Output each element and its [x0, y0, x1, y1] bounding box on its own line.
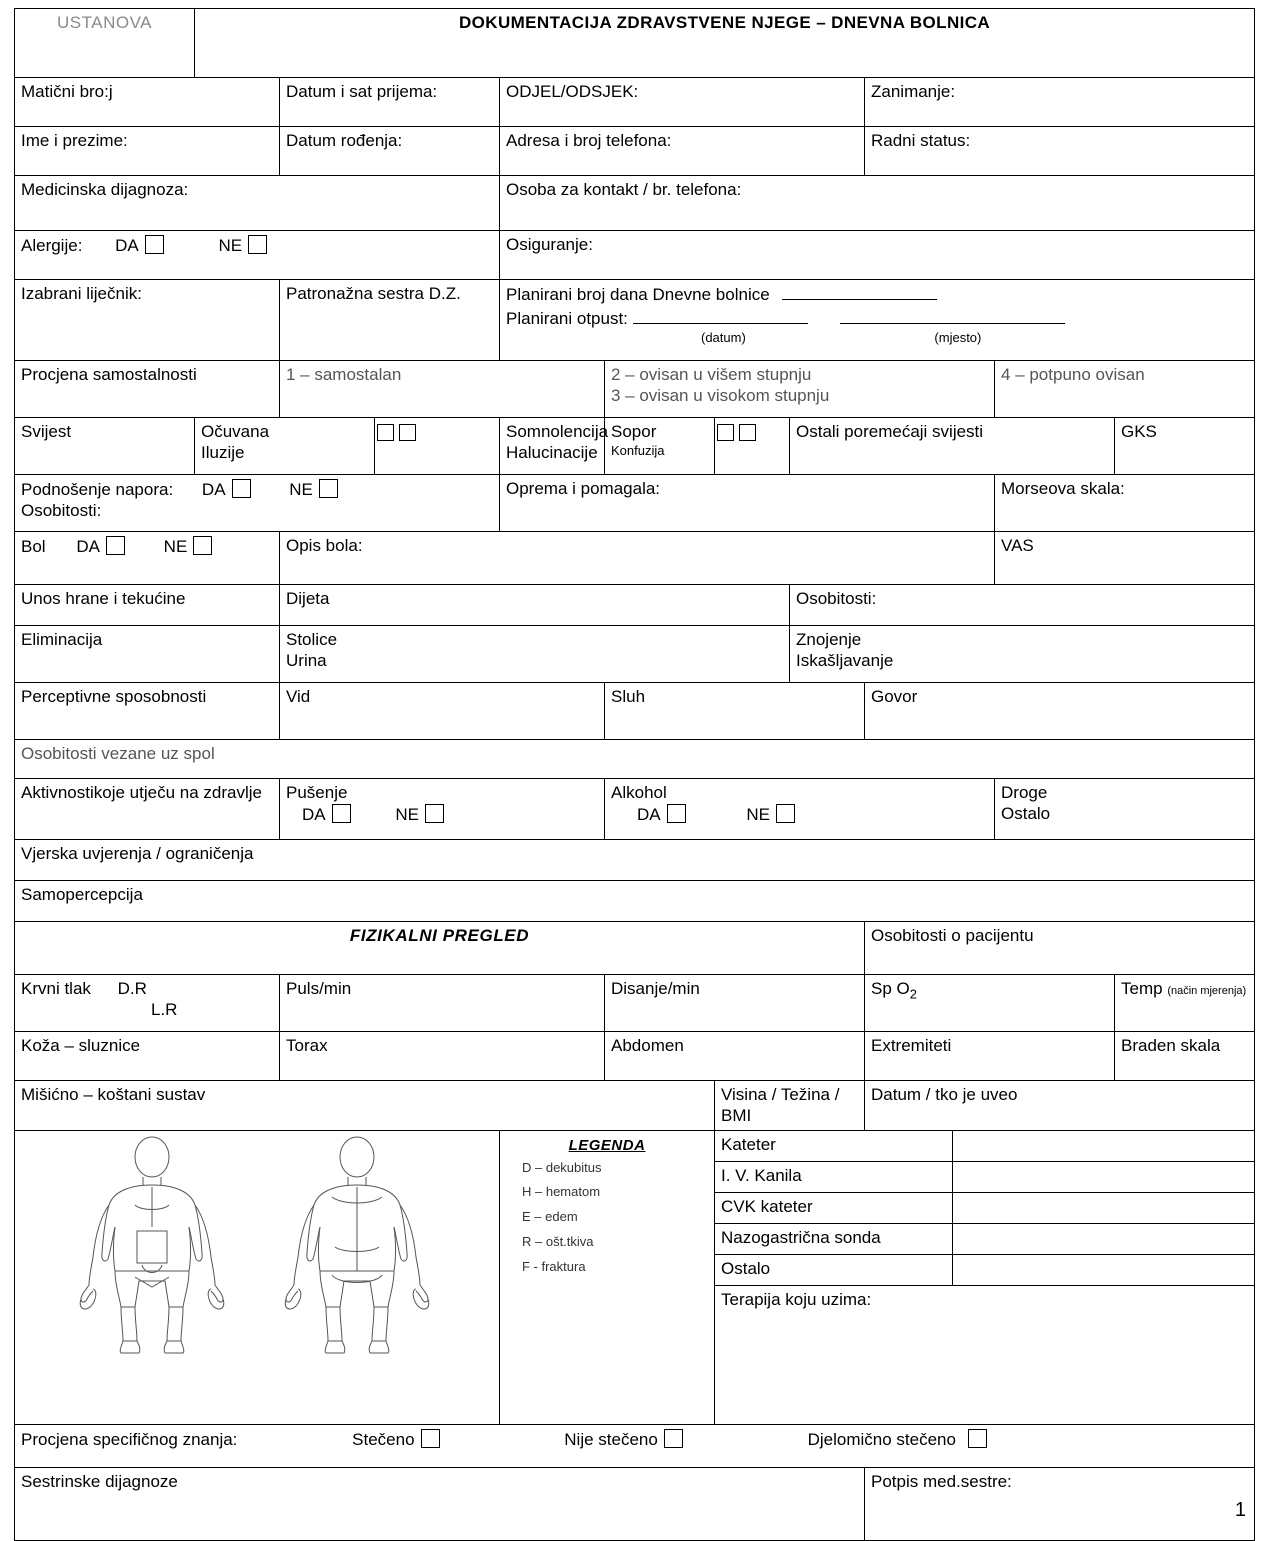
field-zanimanje[interactable]: Zanimanje: — [865, 78, 1255, 127]
elimination-row — [15, 626, 1255, 683]
alkohol-label: Alkohol — [611, 783, 667, 802]
spo2-label: Sp O — [871, 979, 910, 998]
sopor-checkbox[interactable] — [717, 424, 734, 441]
field-osoba-kontakt[interactable]: Osoba za kontakt / br. telefona: — [500, 176, 1255, 231]
legend-item-e: E – edem — [522, 1209, 578, 1225]
field-braden-skala[interactable]: Braden skala — [1115, 1032, 1255, 1081]
krvni-tlak-lr: L.R — [151, 999, 178, 1019]
field-vid[interactable]: Vid — [280, 683, 605, 740]
therapy-row — [715, 1286, 1254, 1425]
device-value-cvk[interactable] — [952, 1193, 1254, 1224]
steceno-label: Stečeno — [352, 1430, 415, 1450]
pusenje-da-label: DA — [302, 804, 326, 824]
effort-row — [15, 475, 1255, 532]
field-stolice-urina[interactable] — [280, 626, 790, 683]
pusenje-label: Pušenje — [286, 783, 348, 802]
field-znojenje-iskasljavanje[interactable] — [790, 626, 1255, 683]
field-unos-osobitosti[interactable]: Osobitosti: — [790, 585, 1255, 626]
field-opis-bola[interactable]: Opis bola: — [280, 532, 995, 585]
field-perceptivne — [15, 683, 280, 740]
perception-row — [15, 683, 1255, 740]
device-row-kateter — [715, 1131, 1254, 1162]
alergije-label: Alergije: — [21, 236, 83, 255]
device-row-iv-kanila — [715, 1162, 1254, 1193]
device-row-nazogastricna — [715, 1224, 1254, 1255]
devices-table — [715, 1131, 1254, 1424]
planirani-otpust-label: Planirani otpust: — [506, 308, 628, 328]
field-koza-sluznice[interactable]: Koža – sluznice — [15, 1032, 280, 1081]
znanje-label: Procjena specifičnog znanja: — [21, 1430, 238, 1450]
device-label-cvk: CVK kateter — [715, 1193, 952, 1224]
field-planirani[interactable] — [500, 280, 1255, 361]
planirani-dana-label: Planirani broj dana Dnevne bolnice — [506, 285, 770, 304]
bol-da-checkbox[interactable] — [106, 536, 125, 555]
ostalo-label: Ostalo — [1001, 803, 1051, 823]
samostalnost-opt-3[interactable]: 3 – ovisan u visokom stupnju — [611, 385, 830, 405]
alergije-da-checkbox[interactable] — [145, 235, 164, 254]
alkohol-ne-checkbox[interactable] — [776, 804, 795, 823]
field-procjena-samostalnosti: Procjena samostalnosti — [15, 361, 280, 418]
field-svijest: Svijest — [15, 418, 195, 475]
temp-label: Temp — [1121, 979, 1163, 998]
alergije-ne-checkbox[interactable] — [248, 235, 267, 254]
field-torax[interactable]: Torax — [280, 1032, 605, 1081]
napor-da-checkbox[interactable] — [232, 479, 251, 498]
institution-cell: USTANOVA — [15, 9, 195, 78]
doctor-row — [15, 280, 1255, 361]
device-value-nazogastricna[interactable] — [952, 1224, 1254, 1255]
konfuzija-checkbox[interactable] — [739, 424, 756, 441]
device-label-ostalo: Ostalo — [715, 1255, 952, 1286]
device-label-kateter: Kateter — [715, 1131, 952, 1162]
bol-ne-checkbox[interactable] — [193, 536, 212, 555]
djelomicno-steceno-checkbox[interactable] — [968, 1429, 987, 1448]
device-value-ostalo[interactable] — [952, 1255, 1254, 1286]
field-ime-prezime[interactable]: Ime i prezime: — [15, 127, 280, 176]
bol-ne-label: NE — [163, 537, 188, 556]
field-krvni-tlak[interactable] — [15, 975, 280, 1032]
samostalnost-opt-4[interactable]: 4 – potpuno ovisan — [995, 361, 1255, 418]
field-osiguranje[interactable]: Osiguranje: — [500, 231, 1255, 280]
field-abdomen[interactable]: Abdomen — [605, 1032, 865, 1081]
device-label-nazogastricna: Nazogastrična sonda — [715, 1224, 952, 1255]
napor-ne-label: NE — [289, 480, 313, 499]
page-number: 1 — [1234, 1499, 1246, 1521]
halucinacije-checkbox[interactable] — [399, 424, 416, 441]
pusenje-da-checkbox[interactable] — [332, 804, 351, 823]
body-diagram-row — [15, 1131, 1255, 1425]
field-droge-ostalo[interactable] — [995, 779, 1255, 840]
nursing-documentation-form — [14, 8, 1255, 1541]
header-row — [15, 9, 1255, 78]
stolice-label: Stolice — [286, 630, 338, 649]
physical-exam-header-row — [15, 922, 1255, 975]
diagnosis-row — [15, 176, 1255, 231]
field-terapija[interactable]: Terapija koju uzima: — [715, 1286, 1254, 1425]
spo2-subscript: 2 — [909, 986, 917, 1002]
body-figures-cell — [15, 1131, 500, 1425]
musculoskeletal-header-row — [15, 1081, 1255, 1131]
krvni-tlak-dr: D.R — [117, 979, 147, 998]
planirani-otpust-mjesto-input[interactable] — [840, 308, 1065, 324]
field-sluh[interactable]: Sluh — [605, 683, 865, 740]
field-alergije[interactable] — [15, 231, 500, 280]
alkohol-ne-label: NE — [746, 804, 770, 824]
field-misicno-kostani[interactable]: Mišićno – koštani sustav — [15, 1081, 715, 1131]
field-dijeta[interactable]: Dijeta — [280, 585, 790, 626]
svijest-sopor-konfuzija[interactable] — [605, 418, 715, 475]
alkohol-da-label: DA — [637, 804, 661, 824]
nije-steceno-checkbox[interactable] — [664, 1429, 683, 1448]
independence-row — [15, 361, 1255, 418]
device-value-kateter[interactable] — [952, 1131, 1254, 1162]
field-puls[interactable]: Puls/min — [280, 975, 605, 1032]
planirani-dana-input[interactable] — [782, 284, 937, 300]
field-disanje[interactable]: Disanje/min — [605, 975, 865, 1032]
droge-label: Droge — [1001, 783, 1048, 802]
device-value-iv-kanila[interactable] — [952, 1162, 1254, 1193]
iskasljavanje-label: Iskašljavanje — [796, 650, 894, 670]
gender-row — [15, 740, 1255, 779]
halucinacije-label: Halucinacije — [506, 442, 598, 462]
field-datum-tko-uveo[interactable]: Datum / tko je uveo — [865, 1081, 1255, 1131]
field-samopercepcija[interactable]: Samopercepcija — [15, 881, 1255, 922]
legend-title: LEGENDA — [568, 1137, 646, 1155]
pain-row — [15, 532, 1255, 585]
document-title: DOKUMENTACIJA ZDRAVSTVENE NJEGE – DNEVNA BOLNICA — [195, 9, 1255, 78]
knowledge-row — [15, 1425, 1255, 1468]
field-patronazna-sestra[interactable]: Patronažna sestra D.Z. — [280, 280, 500, 361]
bol-label: Bol — [21, 537, 46, 556]
field-oprema-pomagala[interactable]: Oprema i pomagala: — [500, 475, 995, 532]
field-extremiteti[interactable]: Extremiteti — [865, 1032, 1115, 1081]
field-spo2[interactable] — [865, 975, 1115, 1032]
napor-ne-checkbox[interactable] — [319, 479, 338, 498]
field-eliminacija: Eliminacija — [15, 626, 280, 683]
field-odjel-odsjek[interactable]: ODJEL/ODSJEK: — [500, 78, 865, 127]
legend-item-h: H – hematom — [522, 1184, 601, 1200]
temp-note: (način mjerenja) — [1167, 985, 1247, 997]
field-potpis-sestre[interactable]: Potpis med.sestre: — [865, 1468, 1255, 1541]
field-adresa-telefon[interactable]: Adresa i broj telefona: — [500, 127, 865, 176]
nutrition-row — [15, 585, 1255, 626]
legend-item-f: F - fraktura — [522, 1258, 586, 1274]
field-morseova-skala[interactable]: Morseova skala: — [995, 475, 1255, 532]
patient-name-row — [15, 127, 1255, 176]
samostalnost-opt-23[interactable] — [605, 361, 995, 418]
pusenje-ne-checkbox[interactable] — [425, 804, 444, 823]
field-alkohol[interactable] — [605, 779, 995, 840]
devices-cell — [715, 1131, 1255, 1425]
svijest-ocuvana-iluzije[interactable] — [195, 418, 375, 475]
perceptivne-label: Perceptivne sposobnosti — [21, 687, 207, 706]
napor-label: Podnošenje napora: — [21, 480, 174, 499]
religion-row — [15, 840, 1255, 881]
field-podnosenje-napora[interactable] — [15, 475, 500, 532]
field-maticni-broj[interactable]: Matični bro:j — [15, 78, 280, 127]
napor-osobitosti-label: Osobitosti: — [21, 500, 102, 520]
skin-row — [15, 1032, 1255, 1081]
alkohol-da-checkbox[interactable] — [667, 804, 686, 823]
samostalnost-opt-1[interactable]: 1 – samostalan — [280, 361, 605, 418]
field-aktivnosti-label: Aktivnostikoje utječu na zdravlje — [15, 779, 280, 840]
field-temp[interactable] — [1115, 975, 1255, 1032]
device-row-ostalo — [715, 1255, 1254, 1286]
selfperception-row — [15, 881, 1255, 922]
somnolencija-checkbox[interactable] — [377, 424, 394, 441]
legend-item-r: R – ošt.tkiva — [522, 1233, 594, 1249]
field-vjerska-uvjerenja[interactable]: Vjerska uvjerenja / ograničenja — [15, 840, 1255, 881]
field-vas[interactable]: VAS — [995, 532, 1255, 585]
body-diagram-front-back — [47, 1135, 467, 1360]
pusenje-ne-label: NE — [395, 804, 419, 824]
svijest-checkbox-col-2[interactable] — [715, 418, 790, 475]
section-fizikalni-pregled: FIZIKALNI PREGLED — [15, 922, 865, 975]
napor-da-label: DA — [201, 480, 226, 499]
djelomicno-steceno-label: Djelomično stečeno — [807, 1430, 956, 1450]
planirani-otpust-datum-input[interactable] — [633, 308, 808, 324]
urina-label: Urina — [286, 650, 327, 670]
consciousness-row — [15, 418, 1255, 475]
field-datum-sat-prijema[interactable]: Datum i sat prijema: — [280, 78, 500, 127]
bol-da-label: DA — [76, 537, 100, 556]
field-govor[interactable]: Govor — [865, 683, 1255, 740]
steceno-checkbox[interactable] — [421, 1429, 440, 1448]
field-pusenje[interactable] — [280, 779, 605, 840]
field-osobitosti-pacijent[interactable]: Osobitosti o pacijentu — [865, 922, 1255, 975]
svijest-ostali[interactable]: Ostali poremećaji svijesti — [790, 418, 1115, 475]
datum-sublabel: (datum) — [701, 330, 746, 346]
somnolencija-label: Somnolencija — [506, 422, 609, 441]
znojenje-label: Znojenje — [796, 630, 862, 649]
samostalnost-opt-2[interactable]: 2 – ovisan u višem stupnju — [611, 365, 812, 384]
field-medicinska-dijagnoza[interactable]: Medicinska dijagnoza: — [15, 176, 500, 231]
legend-cell — [500, 1131, 715, 1425]
svijest-somnolencija-halucinacije[interactable] — [500, 418, 609, 475]
nursing-diagnoses-row — [15, 1468, 1255, 1541]
device-label-iv-kanila: I. V. Kanila — [715, 1162, 952, 1193]
field-gks[interactable]: GKS — [1115, 418, 1255, 475]
field-unos-hrane: Unos hrane i tekućine — [15, 585, 280, 626]
svijest-ocuvana-label: Očuvana — [201, 422, 270, 441]
vitals-row — [15, 975, 1255, 1032]
svijest-iluzije-label: Iluzije — [201, 442, 245, 462]
mjesto-sublabel: (mjesto) — [934, 330, 982, 346]
field-procjena-znanja[interactable] — [15, 1425, 1255, 1468]
field-osobitosti-spol[interactable]: Osobitosti vezane uz spol — [15, 740, 1255, 779]
field-datum-rodenja[interactable]: Datum rođenja: — [280, 127, 500, 176]
patient-id-row — [15, 78, 1255, 127]
alergije-ne-label: NE — [218, 236, 243, 255]
field-sestrinske-dijagnoze[interactable]: Sestrinske dijagnoze — [15, 1468, 865, 1541]
device-row-cvk — [715, 1193, 1254, 1224]
konfuzija-label: Konfuzija — [611, 442, 665, 458]
nije-steceno-label: Nije stečeno — [564, 1430, 658, 1450]
legend-item-d: D – dekubitus — [522, 1159, 602, 1175]
krvni-tlak-label: Krvni tlak — [21, 979, 91, 998]
lifestyle-row — [15, 779, 1255, 840]
sopor-label: Sopor — [611, 422, 657, 441]
alergije-da-label: DA — [115, 236, 139, 255]
field-bol[interactable] — [15, 532, 280, 585]
svijest-checkbox-col-1[interactable] — [375, 418, 500, 475]
field-visina-tezina-bmi[interactable]: Visina / Težina / BMI — [715, 1081, 865, 1131]
field-izabrani-lijecnik[interactable]: Izabrani liječnik: — [15, 280, 280, 361]
allergies-row — [15, 231, 1255, 280]
field-radni-status[interactable]: Radni status: — [865, 127, 1255, 176]
